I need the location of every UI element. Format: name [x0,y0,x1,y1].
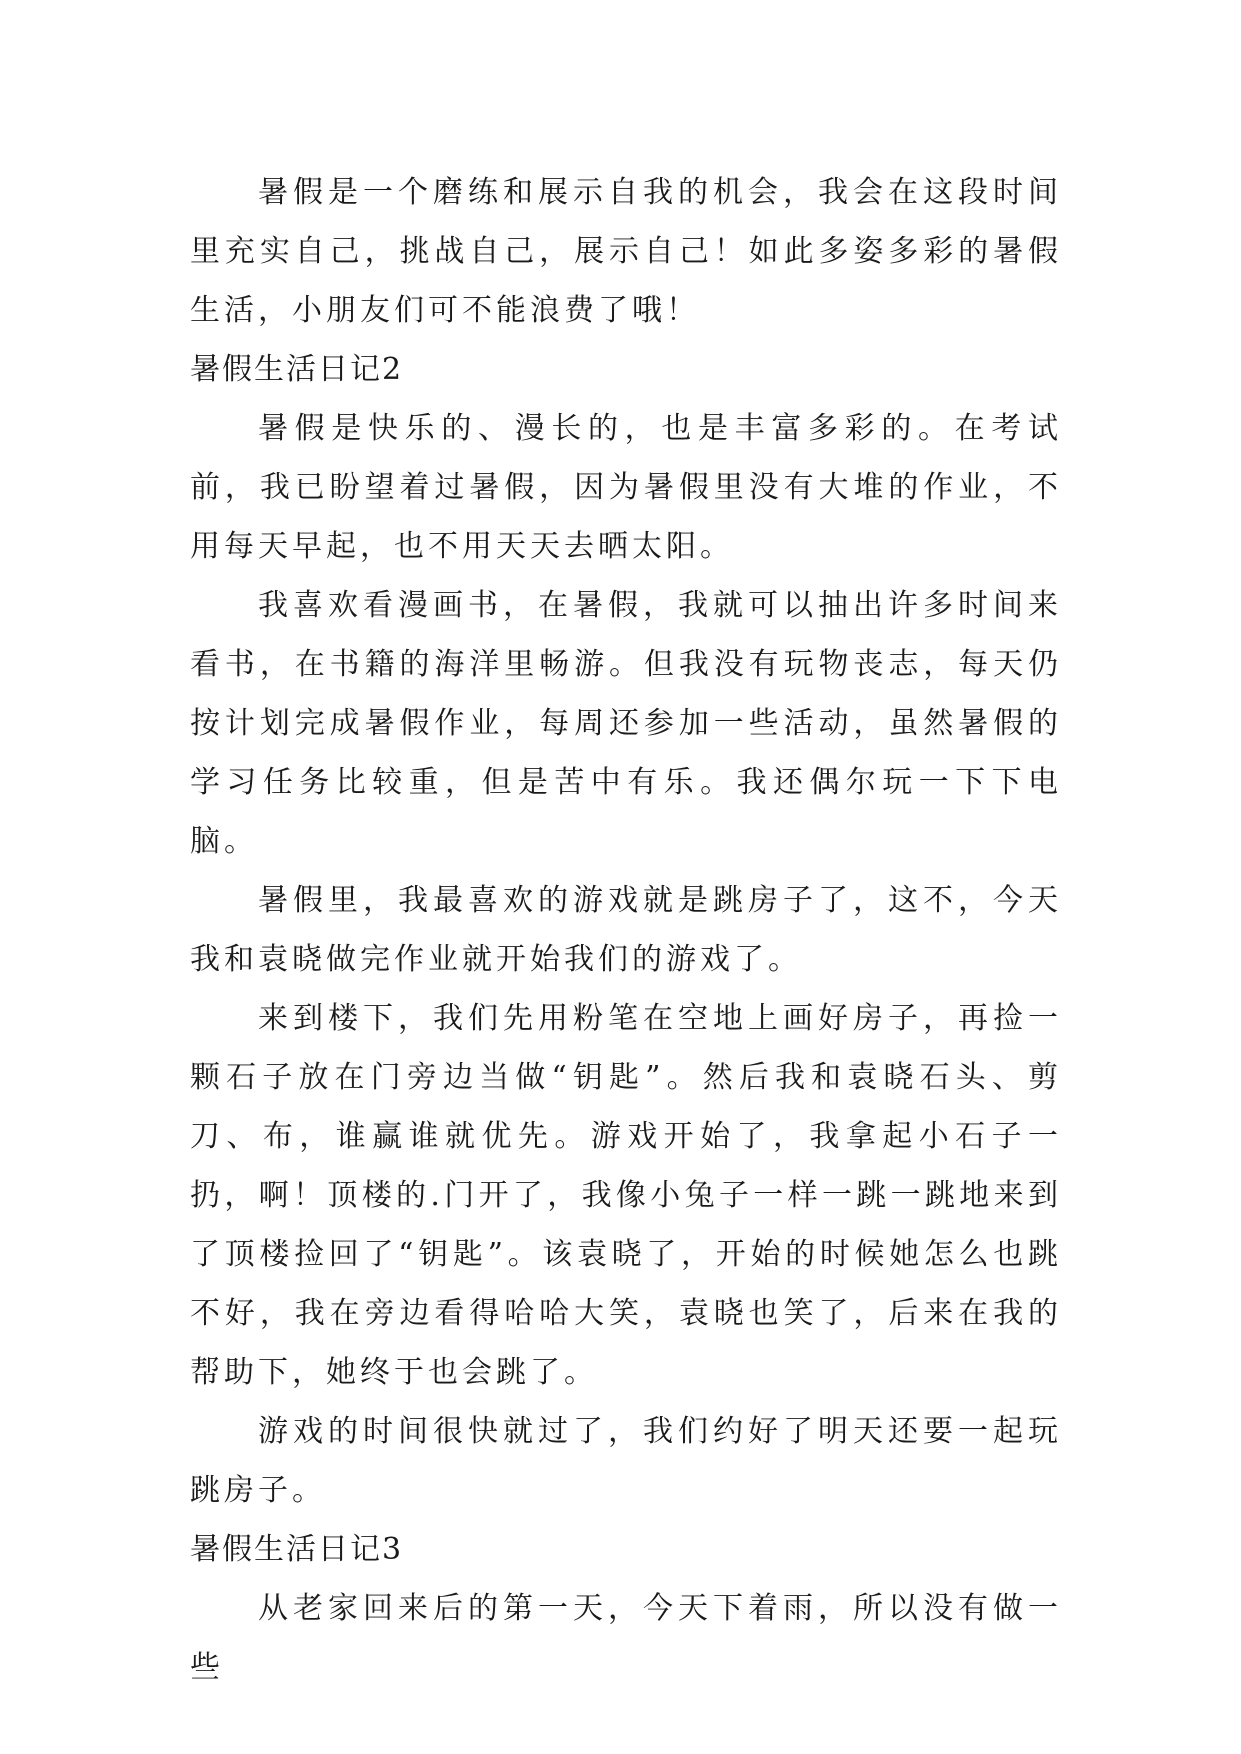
section-heading-3: 暑假生活日记3 [190,1532,404,1567]
paragraph-2: 暑假是快乐的、漫长的，也是丰富多彩的。在考试前，我已盼望着过暑假，因为暑假里没有大堆的作业，不用每天早起，也不用天天去晒太阳。 [190,411,1062,564]
paragraph-6: 游戏的时间很快就过了，我们约好了明天还要一起玩跳房子。 [190,1414,1062,1508]
document-body [190,163,1062,1697]
paragraph-1: 暑假是一个磨练和展示自我的机会，我会在这段时间里充实自己，挑战自己，展示自己！如此多姿多彩的暑假生活，小朋友们可不能浪费了哦！ [190,175,1062,328]
paragraph-4: 暑假里，我最喜欢的游戏就是跳房子了，这不，今天我和袁晓做完作业就开始我们的游戏了。 [190,883,1062,977]
paragraph-5: 来到楼下，我们先用粉笔在空地上画好房子，再捡一颗石子放在门旁边当做“钥匙”。然后我和袁晓石头、剪刀、布，谁赢谁就优先。游戏开始了，我拿起小石子一扔，啊！顶楼的.门开了，我像小兔子一样一跳一跳地来到了顶楼捡回了“钥匙”。该袁晓了，开始的时候她怎么也跳不好，我在旁边看得哈哈大笑，袁晓也笑了，后来在我的帮助下，她终于也会跳了。 [190,1001,1062,1390]
paragraph-7: 从老家回来后的第一天，今天下着雨，所以没有做一些 [190,1591,1062,1685]
section-heading-2: 暑假生活日记2 [190,352,404,387]
paragraph-3: 我喜欢看漫画书，在暑假，我就可以抽出许多时间来看书，在书籍的海洋里畅游。但我没有玩物丧志，每天仍按计划完成暑假作业，每周还参加一些活动，虽然暑假的学习任务比较重，但是苦中有乐。我还偶尔玩一下下电脑。 [190,588,1062,859]
